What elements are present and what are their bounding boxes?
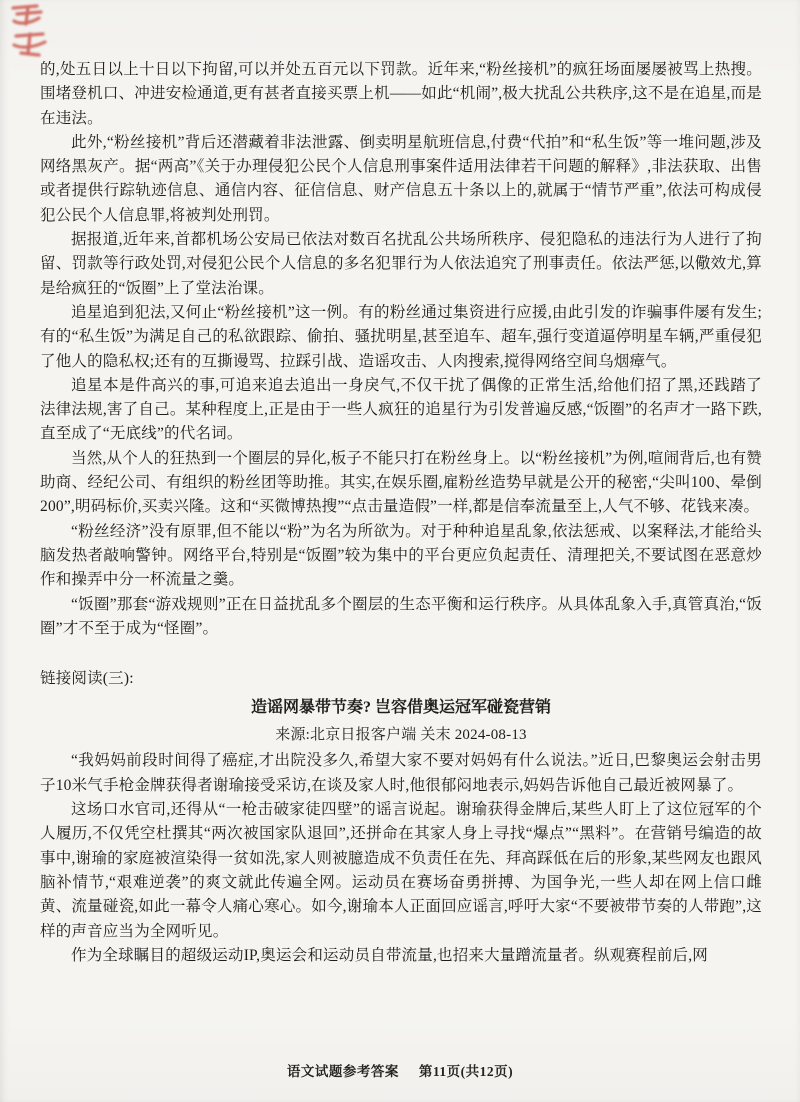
paragraph: 的,处五日以上十日以下拘留,可以并处五百元以下罚款。近年来,“粉丝接机”的疯狂场面屡屡被骂上热搜。围堵登机口、冲进安检通道,更有甚者直接买票上机——如此“机闹”,极大扰乱公共秩序,这不是在追星,而是在违法。 bbox=[40, 61, 762, 127]
paragraph: “粉丝经济”没有原罪,但不能以“粉”为名为所欲为。对于种种追星乱象,依法惩戒、以案释法,才能给头脑发热者敲响警钟。网络平台,特别是“饭圈”较为集中的平台更应负起责任、清理把关,不要试图在恶意炒作和操弄中分一杯流量之羹。 bbox=[40, 522, 762, 589]
answer-text-body bbox=[40, 58, 762, 968]
page-footer bbox=[0, 1060, 800, 1080]
paragraph: 追星本是件高兴的事,可追来追去追出一身戾气,不仅干扰了偶像的正常生活,给他们招了黑,还践踏了法律法规,害了自己。某种程度上,正是由于一些人疯狂的追星行为引发普遍反感,“饭圈”的名声才一路下跌,直至成了“无底线”的代名词。 bbox=[40, 376, 762, 443]
paragraph: 追星追到犯法,又何止“粉丝接机”这一例。有的粉丝通过集资进行应援,由此引发的诈骗事件屡有发生;有的“私生饭”为满足自己的私欲跟踪、偷拍、骚扰明星,甚至追车、超车,强行变道逼停明星车辆,严重侵犯了他人的隐私权;还有的互撕谩骂、拉踩引战、造谣攻击、人肉搜索,搅得网络空间乌烟瘴气。 bbox=[40, 303, 763, 370]
red-stamp-mark bbox=[6, 2, 54, 62]
paragraph: “我妈妈前段时间得了癌症,才出院没多久,希望大家不要对妈妈有什么说法。”近日,巴黎奥运会射击男子10米气手枪金牌获得者谢瑜接受采访,在谈及家人时,他很郁闷地表示,妈妈告诉他自己最近被网暴了。 bbox=[40, 752, 762, 794]
article-source: 来源:北京日报客户端 关末 2024-08-13 bbox=[275, 727, 527, 744]
footer-doc-title: 语文试题参考答案 bbox=[286, 1064, 399, 1079]
footer-page-info: 第11页(共12页) bbox=[418, 1064, 514, 1079]
paragraph: 据报道,近年来,首都机场公安局已依法对数百名扰乱公共场所秩序、侵犯隐私的违法行为人进行了拘留、罚款等行政处罚,对侵犯公民个人信息的多名犯罪行为人依法追究了刑事责任。依法严惩,以儆效尤,算是给疯狂的“饭圈”上了堂法治课。 bbox=[40, 231, 762, 297]
paragraph: 此外,“粉丝接机”背后还潜藏着非法泄露、倒卖明星航班信息,付费“代拍”和“私生饭”等一堆问题,涉及网络黑灰产。据“两高”《关于办理侵犯公民个人信息刑事案件适用法律若干问题的解释》,非法获取、出售或者提供行踪轨迹信息、通信内容、征信信息、财产信息五十条以上的,就属于“情节严重”,依法可构成侵犯公民个人信息罪,将被判处刑罚。 bbox=[40, 133, 762, 224]
article-title: 造谣网暴带节奏? 岂容借奥运冠军碰瓷营销 bbox=[250, 699, 551, 717]
paragraph: 当然,从个人的狂热到一个圈层的异化,板子不能只打在粉丝身上。以“粉丝接机”为例,喧闹背后,也有赞助商、经纪公司、有组织的粉丝团等助推。其实,在娱乐圈,雇粉丝造势早就是公开的秘密,“尖叫100、晕倒200”,明码标价,买卖兴隆。这和“买微博热搜”“点击量造假”一样,都是信奉流量至上,人气不够、花钱来凑。 bbox=[40, 449, 762, 516]
paragraph: “饭圈”那套“游戏规则”正在日益扰乱多个圈层的生态平衡和运行秩序。从具体乱象入手,真管真治,“饭圈”才不至于成为“怪圈”。 bbox=[40, 595, 762, 637]
paragraph: 作为全球瞩目的超级运动IP,奥运会和运动员自带流量,也招来大量蹭流量者。纵观赛程前后,网 bbox=[71, 946, 708, 964]
paragraph: 这场口水官司,还得从“一枪击破家徒四壁”的谣言说起。谢瑜获得金牌后,某些人盯上了这位冠军的个人履历,不仅凭空杜撰其“两次被国家队退回”,还拼命在其家人身上寻找“爆点”“黑料”。在营销号编造的故事中,谢瑜的家庭被渲染得一贫如洗,家人则被臆造成不负责任在先、拜高踩低在后的形象,某些网友也跟风脑补情节,“艰难逆袭”的爽文就此传遍全网。运动员在赛场奋勇拼搏、为国争光,一些人却在网上信口雌黄、流量碰瓷,如此一幕令人痛心寒心。如今,谢瑜本人正面回应谣言,呼吁大家“不要被带节奏的人带跑”,这样的声音应当为全网听见。 bbox=[40, 801, 762, 940]
linked-reading-label: 链接阅读(三): bbox=[40, 670, 134, 688]
